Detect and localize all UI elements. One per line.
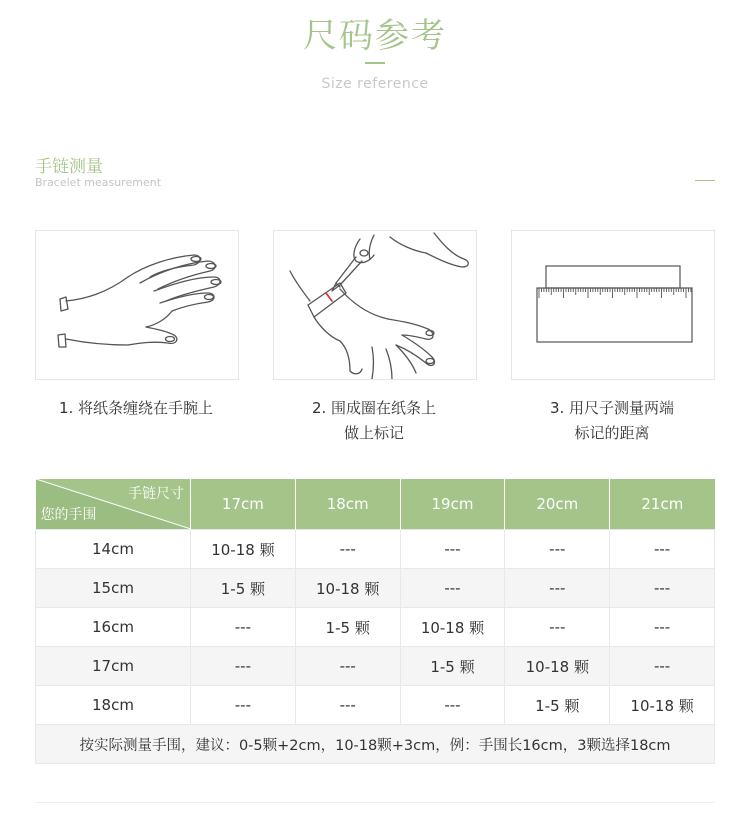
corner-wrist-size-label: 您的手围: [40, 507, 97, 523]
row-label: 18cm: [36, 686, 191, 725]
table-cell: ---: [610, 569, 715, 608]
page-subtitle: Size reference: [321, 76, 429, 92]
step-3-caption-line-1: 3. 用尺子测量两端: [549, 399, 675, 417]
section-title: 手链测量: [35, 157, 103, 177]
step-2-caption-line-1: 2. 围成圈在纸条上: [311, 399, 437, 417]
wrap-paper-hand-icon: [36, 231, 238, 379]
table-cell: ---: [400, 686, 505, 725]
step-2-caption: [264, 396, 484, 446]
table-row: [36, 530, 715, 569]
table-note: 按实际测量手围，建议：0-5颗+2cm，10-18颗+3cm，例：手围长16cm，3颗选择18cm: [36, 725, 715, 764]
mark-pen-wrist-icon: [274, 231, 476, 379]
column-header: 19cm: [400, 479, 505, 530]
table-row: [36, 569, 715, 608]
table-cell: 10-18 颗: [295, 569, 400, 608]
step-3-caption: [502, 396, 722, 446]
title-divider: [365, 62, 385, 64]
table-row: [36, 608, 715, 647]
row-label: 15cm: [36, 569, 191, 608]
step-2-caption-line-2: 做上标记: [343, 424, 404, 442]
table-cell: ---: [505, 608, 610, 647]
table-cell: ---: [295, 686, 400, 725]
step-1-caption: [26, 396, 246, 421]
table-cell: ---: [400, 530, 505, 569]
table-note-row: [36, 725, 715, 764]
corner-bracelet-size-label: 手链尺寸: [128, 486, 184, 502]
bottom-divider: [35, 802, 715, 803]
ruler-measure-icon: [512, 231, 714, 379]
step-3-caption-line-2: 标记的距离: [574, 424, 650, 442]
step-2-illustration: [273, 230, 477, 380]
table-row: [36, 686, 715, 725]
row-label: 16cm: [36, 608, 191, 647]
step-3-illustration: [511, 230, 715, 380]
table-cell: 1-5 颗: [295, 608, 400, 647]
table-cell: ---: [505, 530, 610, 569]
table-cell: ---: [295, 647, 400, 686]
step-1-illustration: [35, 230, 239, 380]
table-cell: ---: [295, 530, 400, 569]
section-subtitle: Bracelet measurement: [35, 176, 162, 189]
table-cell: ---: [191, 608, 296, 647]
column-header: 21cm: [610, 479, 715, 530]
table-cell: ---: [610, 608, 715, 647]
table-cell: ---: [191, 647, 296, 686]
table-cell: 1-5 颗: [505, 686, 610, 725]
section-divider: [695, 180, 715, 181]
column-header: 17cm: [191, 479, 296, 530]
table-cell: 1-5 颗: [400, 647, 505, 686]
step-1-caption-line-1: 1. 将纸条缠绕在手腕上: [58, 399, 214, 417]
row-label: 17cm: [36, 647, 191, 686]
table-header-row: [36, 479, 715, 530]
table-cell: 10-18 颗: [505, 647, 610, 686]
table-cell: ---: [610, 530, 715, 569]
table-cell: 10-18 颗: [610, 686, 715, 725]
table-cell: ---: [400, 569, 505, 608]
table-cell: 10-18 颗: [191, 530, 296, 569]
table-cell: ---: [191, 686, 296, 725]
row-label: 14cm: [36, 530, 191, 569]
size-table: [35, 479, 715, 764]
table-cell: ---: [610, 647, 715, 686]
table-corner-header: [36, 479, 191, 530]
table-cell: ---: [505, 569, 610, 608]
table-cell: 1-5 颗: [191, 569, 296, 608]
page-title: 尺码参考: [303, 16, 447, 56]
table-row: [36, 647, 715, 686]
column-header: 20cm: [505, 479, 610, 530]
table-cell: 10-18 颗: [400, 608, 505, 647]
column-header: 18cm: [295, 479, 400, 530]
